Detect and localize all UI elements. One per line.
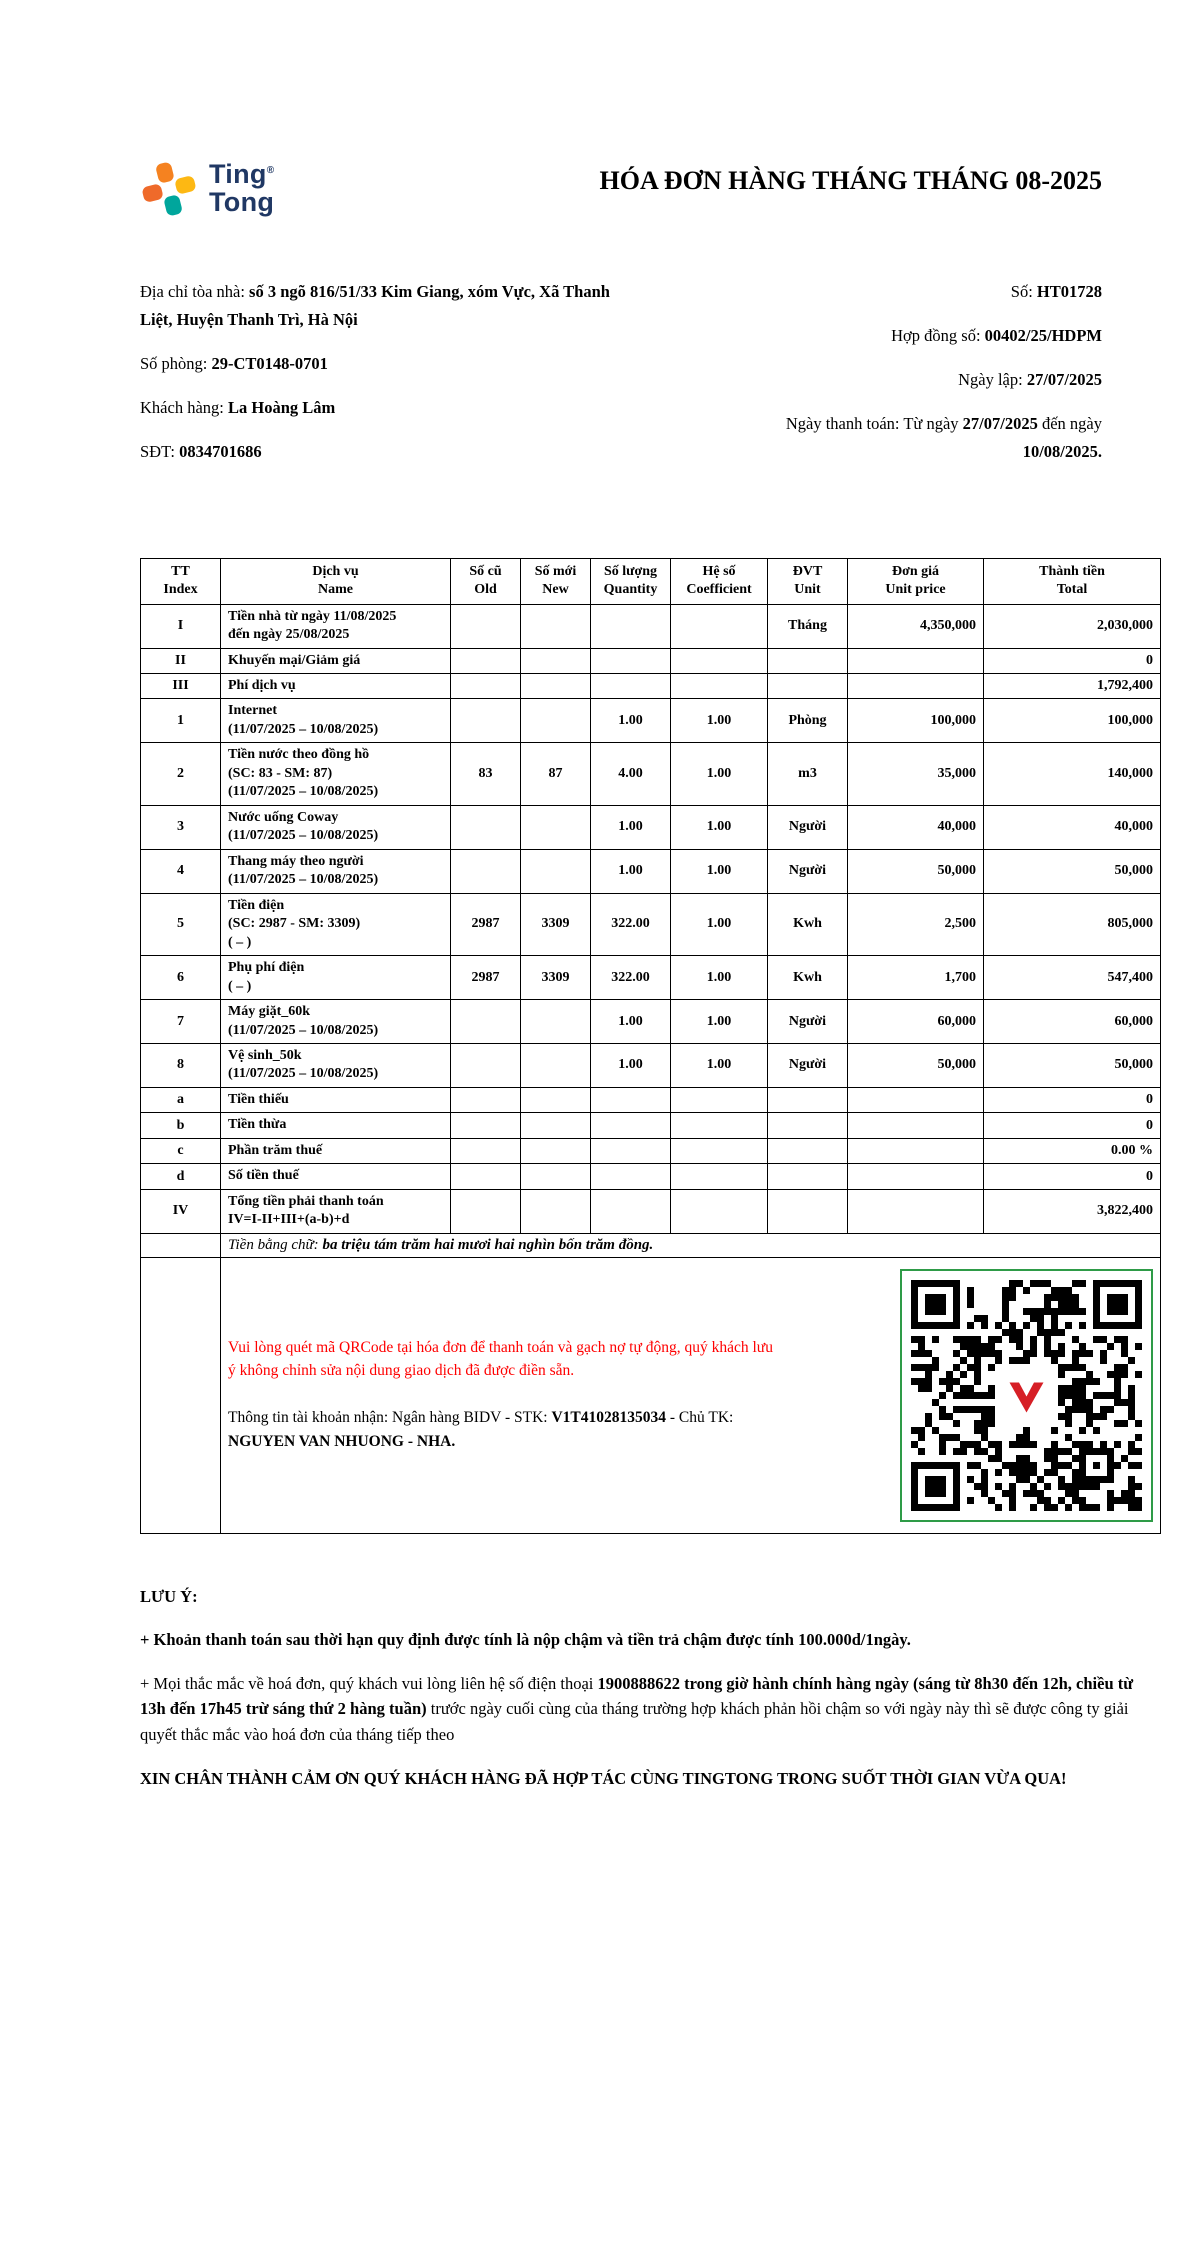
cell-new bbox=[521, 1043, 591, 1087]
cell-unit bbox=[768, 648, 848, 673]
cell-unit: Kwh bbox=[768, 893, 848, 955]
late-payment-note: + Khoản thanh toán sau thời hạn quy định được tính là nộp chậm và tiền trả chậm được tính 100.000d/1ngày. bbox=[140, 1630, 911, 1650]
cell-index: c bbox=[141, 1138, 221, 1163]
label-text: Số: bbox=[1010, 282, 1037, 301]
column-header-qty: Số lượng Quantity bbox=[591, 559, 671, 604]
empty-cell bbox=[141, 1257, 221, 1533]
cell-old: 83 bbox=[451, 743, 521, 805]
cell-unit: Người bbox=[768, 1000, 848, 1044]
cell-coef bbox=[671, 604, 768, 648]
cell-unit bbox=[768, 1189, 848, 1233]
label-text: Địa chỉ tòa nhà: bbox=[140, 282, 250, 301]
cell-coef bbox=[671, 1087, 768, 1112]
registered-mark: ® bbox=[266, 165, 275, 177]
cell-qty bbox=[591, 1164, 671, 1189]
cell-index: 8 bbox=[141, 1043, 221, 1087]
cell-index: a bbox=[141, 1087, 221, 1112]
cell-coef bbox=[671, 1113, 768, 1138]
cell-price: 4,350,000 bbox=[848, 604, 984, 648]
cell-unit: Người bbox=[768, 849, 848, 893]
cell-qty: 1.00 bbox=[591, 849, 671, 893]
cell-service-name: Tiền nhà từ ngày 11/08/2025 đến ngày 25/08/2025 bbox=[221, 604, 451, 648]
payment-cell bbox=[221, 1257, 1161, 1533]
cell-total: 3,822,400 bbox=[984, 1189, 1161, 1233]
cell-index: d bbox=[141, 1164, 221, 1189]
column-header-price: Đơn giá Unit price bbox=[848, 559, 984, 604]
notes-section bbox=[140, 1584, 1160, 1791]
cell-unit bbox=[768, 1138, 848, 1163]
cell-total: 60,000 bbox=[984, 1000, 1161, 1044]
cell-total: 805,000 bbox=[984, 893, 1161, 955]
cell-qty bbox=[591, 1113, 671, 1138]
cell-old bbox=[451, 699, 521, 743]
cell-coef: 1.00 bbox=[671, 956, 768, 1000]
cell-price: 100,000 bbox=[848, 699, 984, 743]
cell-old bbox=[451, 1043, 521, 1087]
cell-old bbox=[451, 1189, 521, 1233]
cell-price bbox=[848, 1189, 984, 1233]
table-row-a bbox=[141, 1087, 1161, 1112]
value-text: 0834701686 bbox=[179, 442, 262, 462]
cell-new: 87 bbox=[521, 743, 591, 805]
table-row-IV bbox=[141, 1189, 1161, 1233]
cell-total: 100,000 bbox=[984, 699, 1161, 743]
contract-number-line bbox=[730, 322, 1102, 350]
cell-old bbox=[451, 604, 521, 648]
table-row-d bbox=[141, 1164, 1161, 1189]
cell-unit: m3 bbox=[768, 743, 848, 805]
cell-total: 50,000 bbox=[984, 1043, 1161, 1087]
column-header-index: TT Index bbox=[141, 559, 221, 604]
cell-qty bbox=[591, 604, 671, 648]
cell-price: 1,700 bbox=[848, 956, 984, 1000]
cell-qty bbox=[591, 1087, 671, 1112]
value-text: số 3 ngõ 816/51/33 Kim Giang, xóm Vực, Xã Thanh Liệt, Huyện Thanh Trì, Hà Nội bbox=[140, 282, 610, 330]
cell-total: 547,400 bbox=[984, 956, 1161, 1000]
table-row-7 bbox=[141, 1000, 1161, 1044]
cell-qty: 322.00 bbox=[591, 956, 671, 1000]
cell-price bbox=[848, 1164, 984, 1189]
table-row-5 bbox=[141, 893, 1161, 955]
label-text: - Chủ TK: bbox=[666, 1409, 734, 1427]
cell-new bbox=[521, 648, 591, 673]
invoice-title: HÓA ĐƠN HÀNG THÁNG THÁNG 08-2025 bbox=[599, 166, 1102, 195]
cell-coef: 1.00 bbox=[671, 699, 768, 743]
table-row-I bbox=[141, 604, 1161, 648]
cell-service-name: Tiền thiếu bbox=[221, 1087, 451, 1112]
value-text: 1900888622 trong giờ hành chính hàng ngày (sáng từ 8h30 đến 12h, chiều từ 13h đến 17h45 trừ sáng thứ 2 hàng tuần) bbox=[140, 1673, 1134, 1719]
cell-service-name: Internet (11/07/2025 – 10/08/2025) bbox=[221, 699, 451, 743]
cell-price: 35,000 bbox=[848, 743, 984, 805]
value-text: 27/07/2025 bbox=[1026, 370, 1102, 390]
cell-coef bbox=[671, 674, 768, 699]
cell-coef: 1.00 bbox=[671, 805, 768, 849]
amount-in-words-label: Tiền bằng chữ: bbox=[228, 1236, 323, 1253]
table-row-II bbox=[141, 648, 1161, 673]
label-text: Khách hàng: bbox=[140, 398, 228, 418]
cell-service-name: Tiền nước theo đồng hồ (SC: 83 - SM: 87) (11/07/2025 – 10/08/2025) bbox=[221, 743, 451, 805]
payment-row bbox=[141, 1257, 1161, 1533]
cell-old bbox=[451, 1000, 521, 1044]
value-text: La Hoàng Lâm bbox=[227, 398, 336, 418]
cell-new bbox=[521, 674, 591, 699]
cell-price bbox=[848, 1113, 984, 1138]
cell-index: 5 bbox=[141, 893, 221, 955]
cell-service-name: Tiền thừa bbox=[221, 1113, 451, 1138]
amount-in-words: ba triệu tám trăm hai mươi hai nghìn bốn trăm đồng. bbox=[322, 1236, 654, 1253]
payment-period-line bbox=[730, 410, 1102, 466]
cell-qty bbox=[591, 1189, 671, 1233]
label-text: SĐT: bbox=[140, 442, 180, 462]
cell-new bbox=[521, 604, 591, 648]
cell-service-name: Tiền điện (SC: 2987 - SM: 3309) ( – ) bbox=[221, 893, 451, 955]
contact-note bbox=[140, 1671, 1160, 1748]
cell-service-name: Nước uống Coway (11/07/2025 – 10/08/2025) bbox=[221, 805, 451, 849]
qr-code-pattern bbox=[911, 1280, 1142, 1511]
cell-index: I bbox=[141, 604, 221, 648]
cell-index: II bbox=[141, 648, 221, 673]
cell-unit: Tháng bbox=[768, 604, 848, 648]
cell-service-name: Khuyến mại/Giảm giá bbox=[221, 648, 451, 673]
tingtong-logo-text bbox=[209, 161, 274, 216]
cell-service-name: Tổng tiền phải thanh toán IV=I-II+III+(a-b)+d bbox=[221, 1189, 451, 1233]
label-text: trước ngày cuối cùng của tháng bbox=[426, 1699, 643, 1719]
cell-qty: 322.00 bbox=[591, 893, 671, 955]
cell-unit bbox=[768, 1087, 848, 1112]
cell-coef: 1.00 bbox=[671, 849, 768, 893]
cell-coef bbox=[671, 648, 768, 673]
cell-index: 7 bbox=[141, 1000, 221, 1044]
cell-price: 60,000 bbox=[848, 1000, 984, 1044]
cell-new bbox=[521, 849, 591, 893]
cell-price bbox=[848, 1087, 984, 1112]
cell-total: 1,792,400 bbox=[984, 674, 1161, 699]
cell-price bbox=[848, 648, 984, 673]
value-text: 27/07/2025 bbox=[962, 414, 1038, 434]
table-row-c bbox=[141, 1138, 1161, 1163]
column-header-coef: Hệ số Coefficient bbox=[671, 559, 768, 604]
empty-cell bbox=[141, 1233, 221, 1257]
vietqr-v-icon bbox=[1010, 1382, 1044, 1412]
cell-index: b bbox=[141, 1113, 221, 1138]
cell-new bbox=[521, 1164, 591, 1189]
table-row-b bbox=[141, 1113, 1161, 1138]
cell-service-name: Phần trăm thuế bbox=[221, 1138, 451, 1163]
cell-old bbox=[451, 1113, 521, 1138]
label-text: + Mọi thắc mắc về hoá đơn, quý khách vui lòng liên hệ số điện thoại bbox=[140, 1673, 598, 1693]
cell-service-name: Vệ sinh_50k (11/07/2025 – 10/08/2025) bbox=[221, 1043, 451, 1087]
cell-qty: 1.00 bbox=[591, 1043, 671, 1087]
table-footer bbox=[141, 1233, 1161, 1533]
cell-qty: 1.00 bbox=[591, 699, 671, 743]
cell-qty: 4.00 bbox=[591, 743, 671, 805]
cell-new bbox=[521, 1138, 591, 1163]
cell-qty: 1.00 bbox=[591, 805, 671, 849]
cell-coef bbox=[671, 1189, 768, 1233]
cell-qty bbox=[591, 674, 671, 699]
column-header-name: Dịch vụ Name bbox=[221, 559, 451, 604]
cell-unit: Người bbox=[768, 1043, 848, 1087]
cell-old bbox=[451, 674, 521, 699]
table-row-III bbox=[141, 674, 1161, 699]
value-text: V1T41028135034 bbox=[551, 1409, 666, 1427]
address-line bbox=[140, 278, 615, 334]
phone-line bbox=[140, 438, 615, 466]
cell-index: IV bbox=[141, 1189, 221, 1233]
customer-info bbox=[140, 278, 615, 482]
cell-unit bbox=[768, 674, 848, 699]
amount-in-words-cell bbox=[221, 1233, 1161, 1257]
invoice-header bbox=[140, 0, 1160, 218]
column-header-total: Thành tiền Total bbox=[984, 559, 1161, 604]
label-text: Số phòng: bbox=[140, 354, 212, 374]
value-text: NGUYEN VAN NHUONG - NHA. bbox=[228, 1433, 456, 1451]
cell-coef bbox=[671, 1164, 768, 1189]
cell-total: 0 bbox=[984, 1164, 1161, 1189]
cell-index: 3 bbox=[141, 805, 221, 849]
cell-qty bbox=[591, 1138, 671, 1163]
tingtong-logo bbox=[140, 160, 274, 218]
cell-price bbox=[848, 1138, 984, 1163]
cell-qty: 1.00 bbox=[591, 1000, 671, 1044]
cell-new bbox=[521, 1113, 591, 1138]
label-text: Thông tin tài khoản nhận: Ngân hàng BIDV - STK: bbox=[228, 1409, 552, 1427]
cell-index: 6 bbox=[141, 956, 221, 1000]
table-row-3 bbox=[141, 805, 1161, 849]
cell-index: III bbox=[141, 674, 221, 699]
cell-new bbox=[521, 1189, 591, 1233]
cell-total: 50,000 bbox=[984, 849, 1161, 893]
room-number-line bbox=[140, 350, 615, 378]
invoice-meta bbox=[730, 278, 1160, 482]
tingtong-pinwheel-icon bbox=[140, 160, 198, 218]
brand-word-ting: Ting bbox=[209, 159, 267, 190]
invoice-content bbox=[140, 0, 1160, 1809]
table-row-1 bbox=[141, 699, 1161, 743]
label-text: đến ngày bbox=[1037, 414, 1102, 434]
cell-new: 3309 bbox=[521, 956, 591, 1000]
cell-price: 2,500 bbox=[848, 893, 984, 955]
qr-payment-notice: Vui lòng quét mã QRCode tại hóa đơn để thanh toán và gạch nợ tự động, quý khách lưu ý không chỉnh sửa nội dung giao dịch đã được điền sẵn. bbox=[228, 1338, 773, 1380]
cell-total: 140,000 bbox=[984, 743, 1161, 805]
cell-old bbox=[451, 1164, 521, 1189]
cell-service-name: Phí dịch vụ bbox=[221, 674, 451, 699]
cell-price: 50,000 bbox=[848, 1043, 984, 1087]
cell-total: 2,030,000 bbox=[984, 604, 1161, 648]
cell-unit bbox=[768, 1113, 848, 1138]
cell-unit: Người bbox=[768, 805, 848, 849]
cell-qty bbox=[591, 648, 671, 673]
cell-total: 40,000 bbox=[984, 805, 1161, 849]
column-header-old: Số cũ Old bbox=[451, 559, 521, 604]
value-text: 00402/25/HDPM bbox=[984, 326, 1102, 346]
cell-total: 0.00 % bbox=[984, 1138, 1161, 1163]
table-header bbox=[141, 559, 1161, 604]
cell-service-name: Số tiền thuế bbox=[221, 1164, 451, 1189]
cell-old bbox=[451, 849, 521, 893]
cell-new bbox=[521, 1000, 591, 1044]
cell-unit: Phòng bbox=[768, 699, 848, 743]
cell-index: 4 bbox=[141, 849, 221, 893]
value-text: 10/08/2025. bbox=[1022, 442, 1102, 462]
cell-old bbox=[451, 648, 521, 673]
cell-index: 2 bbox=[141, 743, 221, 805]
cell-price bbox=[848, 674, 984, 699]
table-row-6 bbox=[141, 956, 1161, 1000]
label-text: Ngày thanh toán: Từ ngày bbox=[785, 414, 963, 434]
cell-index: 1 bbox=[141, 699, 221, 743]
cell-coef bbox=[671, 1138, 768, 1163]
table-row-4 bbox=[141, 849, 1161, 893]
info-section bbox=[140, 278, 1160, 482]
cell-coef: 1.00 bbox=[671, 1043, 768, 1087]
qr-code bbox=[900, 1269, 1153, 1522]
table-row-2 bbox=[141, 743, 1161, 805]
label-text: Ngày lập: bbox=[958, 370, 1027, 390]
account-info bbox=[228, 1406, 784, 1454]
column-header-unit: ĐVT Unit bbox=[768, 559, 848, 604]
label-text: trường hợp khách phản hồi chậm so với ngày này thì sẽ được công ty giải quyết thắc mắc vào hoá đơn của tháng tiếp theo bbox=[140, 1699, 1129, 1744]
cell-service-name: Máy giặt_60k (11/07/2025 – 10/08/2025) bbox=[221, 1000, 451, 1044]
cell-total: 0 bbox=[984, 1113, 1161, 1138]
value-text: HT01728 bbox=[1036, 282, 1102, 301]
cell-coef: 1.00 bbox=[671, 743, 768, 805]
cell-service-name: Thang máy theo người (11/07/2025 – 10/08/2025) bbox=[221, 849, 451, 893]
invoice-number-line bbox=[730, 278, 1102, 306]
issue-date-line bbox=[730, 366, 1102, 394]
cell-total: 0 bbox=[984, 1087, 1161, 1112]
cell-old: 2987 bbox=[451, 893, 521, 955]
cell-old bbox=[451, 1087, 521, 1112]
cell-old: 2987 bbox=[451, 956, 521, 1000]
thank-you-note: XIN CHÂN THÀNH CẢM ƠN QUÝ KHÁCH HÀNG ĐÃ HỢP TÁC CÙNG TINGTONG TRONG SUỐT THỜI GIAN VỪA QUA! bbox=[140, 1768, 1067, 1788]
column-header-new: Số mới New bbox=[521, 559, 591, 604]
cell-unit: Kwh bbox=[768, 956, 848, 1000]
notes-title: LƯU Ý: bbox=[140, 1586, 198, 1606]
cell-new: 3309 bbox=[521, 893, 591, 955]
cell-new bbox=[521, 699, 591, 743]
payment-instructions bbox=[228, 1336, 784, 1455]
cell-old bbox=[451, 805, 521, 849]
invoice-table bbox=[140, 558, 1161, 1534]
customer-name-line bbox=[140, 394, 615, 422]
cell-total: 0 bbox=[984, 648, 1161, 673]
value-text: 29-CT0148-0701 bbox=[211, 354, 328, 374]
cell-coef: 1.00 bbox=[671, 893, 768, 955]
table-body bbox=[141, 604, 1161, 1233]
cell-price: 50,000 bbox=[848, 849, 984, 893]
amount-in-words-row bbox=[141, 1233, 1161, 1257]
cell-new bbox=[521, 1087, 591, 1112]
payment-block bbox=[228, 1269, 1153, 1522]
header-row bbox=[141, 559, 1161, 604]
cell-price: 40,000 bbox=[848, 805, 984, 849]
cell-service-name: Phụ phí điện ( – ) bbox=[221, 956, 451, 1000]
cell-unit bbox=[768, 1164, 848, 1189]
brand-word-tong: Tong bbox=[209, 187, 275, 217]
label-text: Hợp đồng số: bbox=[891, 326, 985, 346]
cell-old bbox=[451, 1138, 521, 1163]
table-row-8 bbox=[141, 1043, 1161, 1087]
cell-coef: 1.00 bbox=[671, 1000, 768, 1044]
cell-new bbox=[521, 805, 591, 849]
